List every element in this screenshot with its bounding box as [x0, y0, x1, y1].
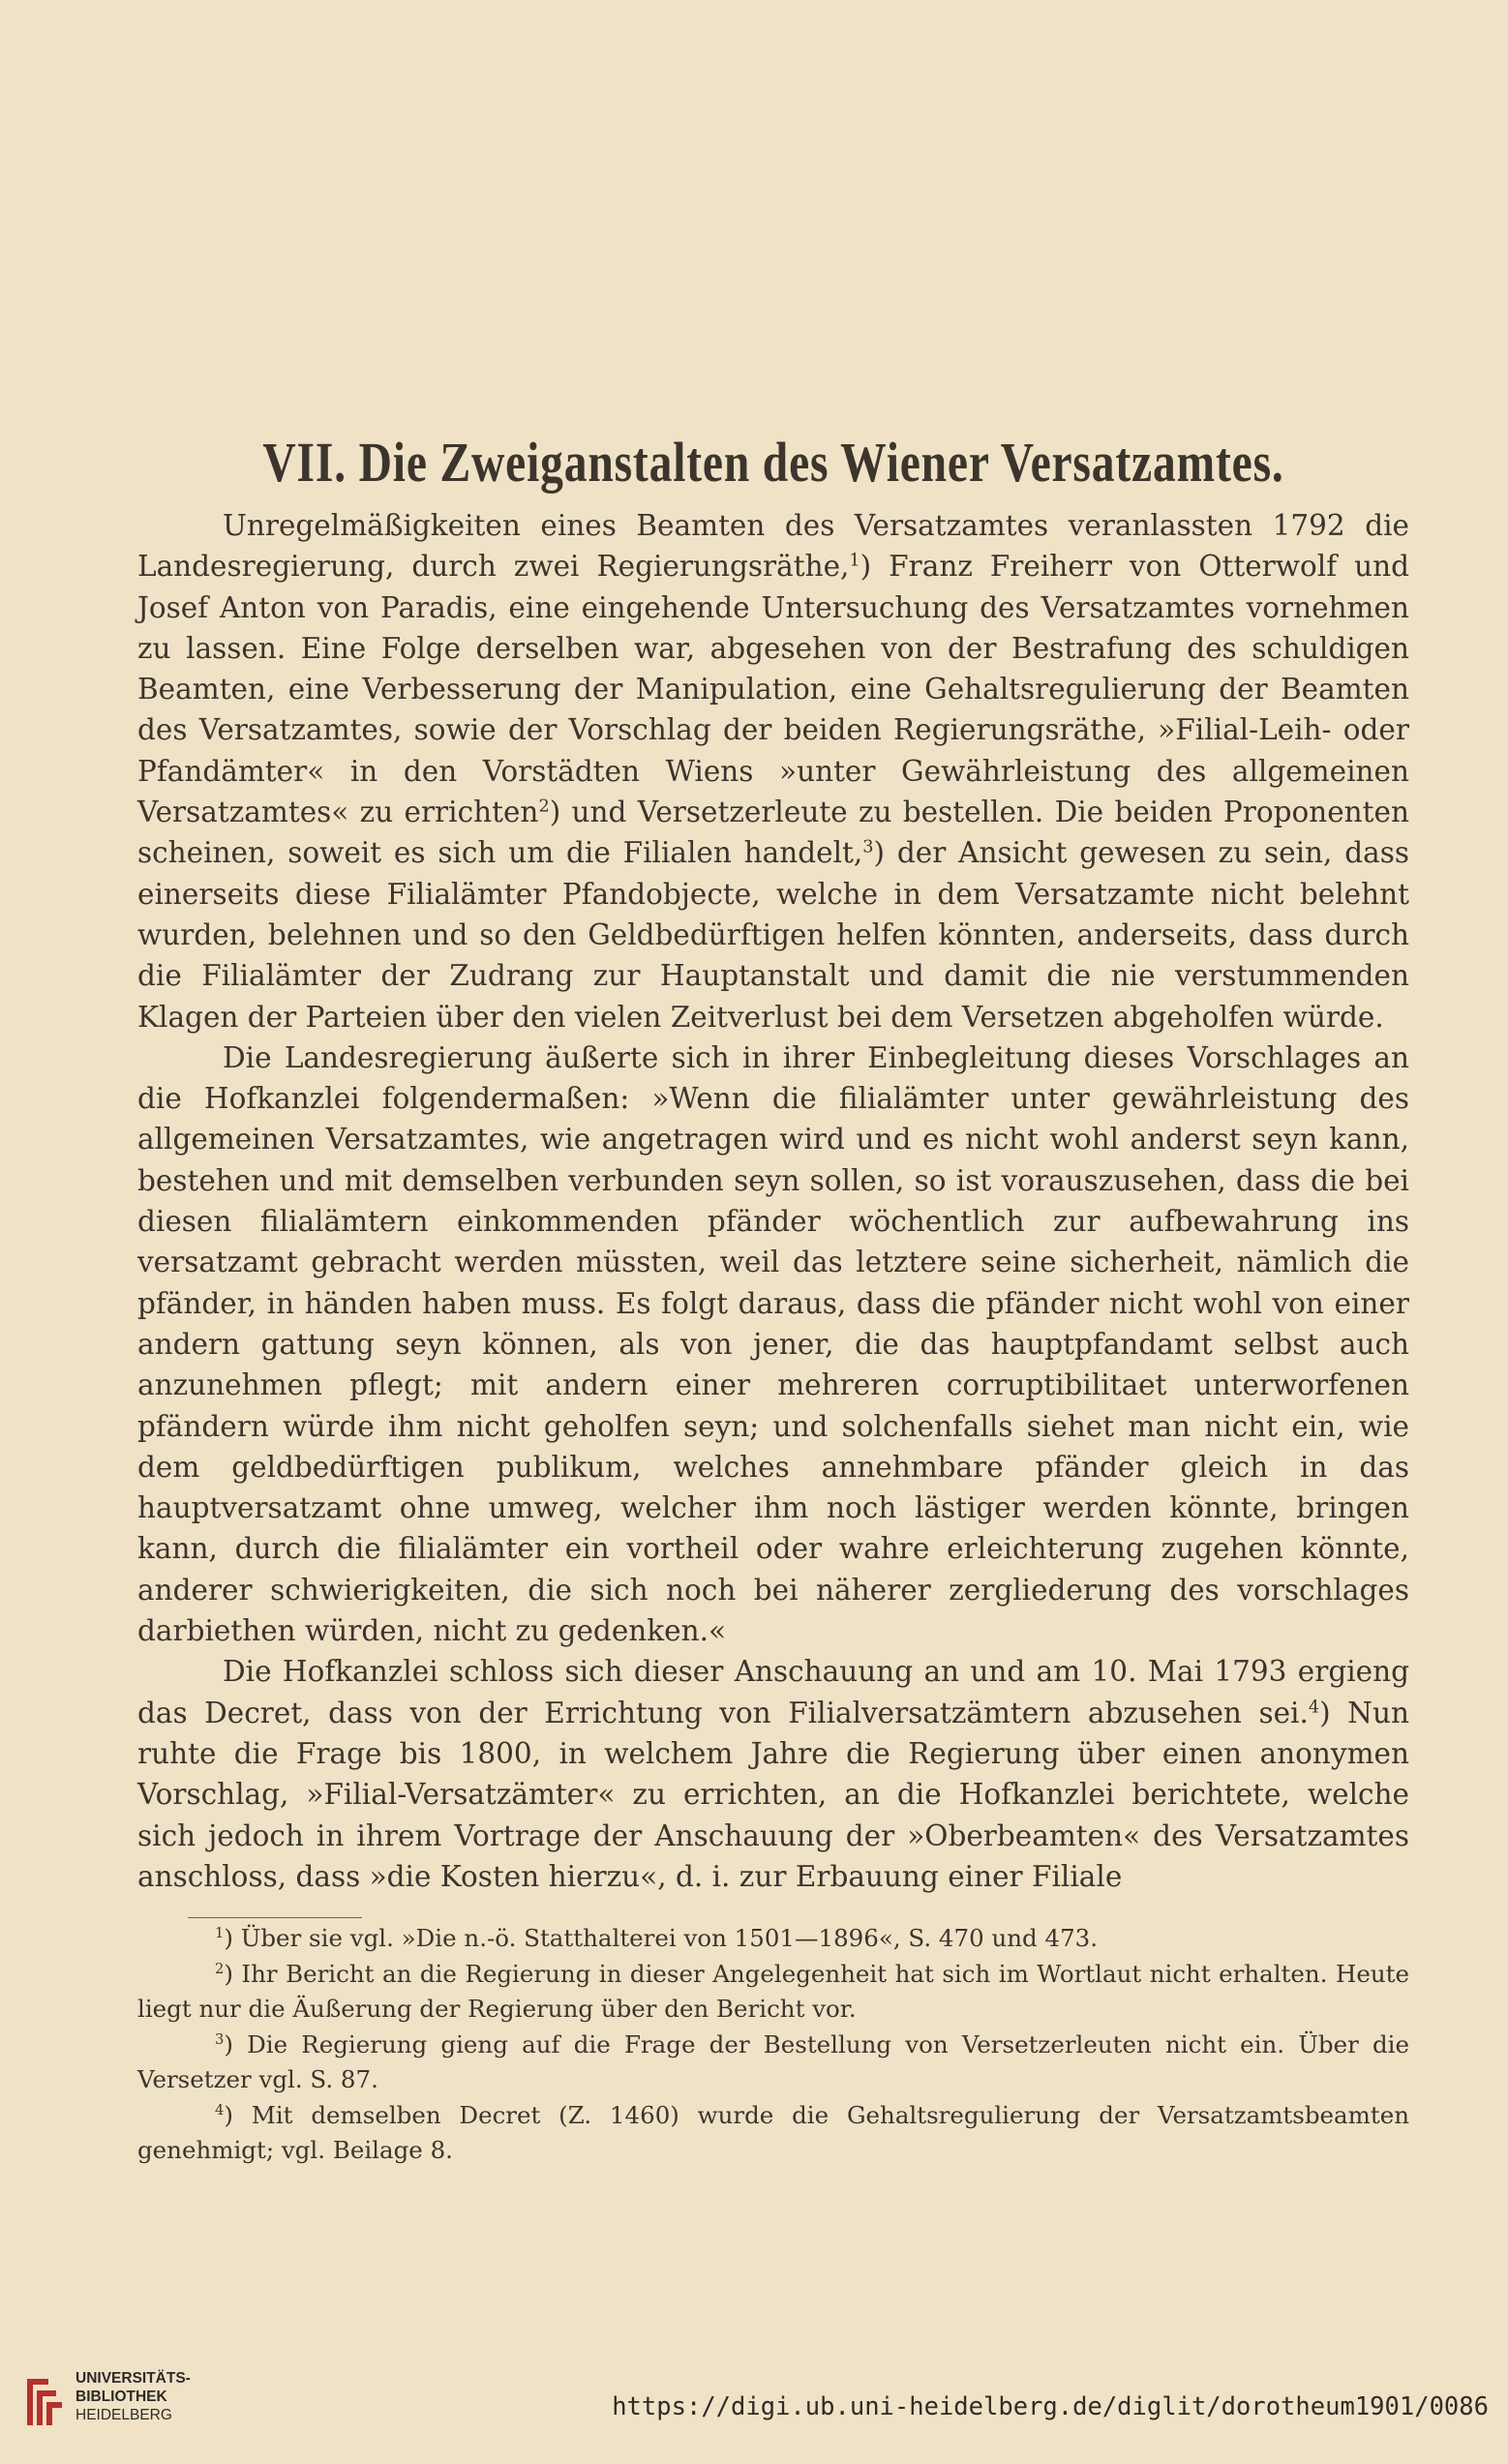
logo-line-3: HEIDELBERG	[75, 2407, 172, 2423]
chapter-title: VII. Die Zweiganstalten des Wiener Versatzamtes.	[262, 430, 1284, 494]
footnotes	[137, 1921, 1409, 2169]
footnote-ref-2: 2	[538, 796, 550, 817]
source-url-link[interactable]: https://digi.ub.uni-heidelberg.de/diglit/dorotheum1901/0086	[612, 2392, 1489, 2421]
footnote-ref-3: 3	[862, 837, 874, 857]
library-logo	[19, 2369, 213, 2437]
scanned-page	[137, 0, 1409, 2464]
footnote-2: $^2$) Ihr Bericht an die Regierung in dieser Angelegenheit hat sich im Wortlaut nicht erhalten. Heute liegt nur die Äußerung der Regierung über den Bericht vor.	[137, 1959, 1409, 2023]
footnote-ref-1: 1	[849, 551, 860, 571]
logo-line-1: UNIVERSITÄTS-	[75, 2370, 191, 2387]
footnote-divider	[188, 1917, 362, 1918]
logo-line-2: BIBLIOTHEK	[75, 2389, 167, 2405]
library-emblem-icon	[19, 2373, 64, 2431]
paragraph-2: Die Landesregierung äußerte sich in ihrer Einbegleitung dieses Vorschlages an die Hofkanzlei folgendermaßen: »Wenn die filialämter unter gewährleistung des allgemeinen Versatzamtes, wie angetragen wird und es nicht wohl anderst seyn kann, bestehen und mit demselben verbunden seyn sollen, so ist vorauszusehen, dass die bei diesen filialämtern einkommenden pfänder wöchentlich zur aufbewahrung ins versatzamt gebracht werden müssten, weil das letztere seine sicherheit, nämlich die pfänder, in händen haben muss. Es folgt daraus, dass die pfänder nicht wohl von einer andern gattung seyn können, als von jener, die das hauptpfandamt selbst auch anzunehmen pflegt; mit andern einer mehreren corruptibilitaet unterworfenen pfändern würde ihm nicht geholfen seyn; und solchenfalls siehet man nicht ein, wie dem geldbedürftigen publikum, welches annehmbare pfänder gleich in das hauptversatzamt ohne umweg, welcher ihm noch lästiger werden könnte, bringen kann, durch die filialämter ein vortheil oder wahre erleichterung zugehen könnte, anderer schwierigkeiten, die sich noch bei näherer zergliederung des vorschlages darbiethen würden, nicht zu gedenken.«	[137, 1040, 1409, 1648]
paragraph-3: Die Hofkanzlei schloss sich dieser Anschauung an und am 10. Mai 1793 ergieng das Decret, dass von der Errichtung von Filialversatzämtern abzusehen sei.$^4$) Nun ruhte die Frage bis 1800, in welchem Jahre die Regierung über einen anonymen Vorschlag, »Filial-Versatzämter« zu errichten, an die Hofkanzlei berichtete, welche sich jedoch in ihrem Vortrage der Anschauung der »Oberbeamten« des Versatzamtes anschloss, dass »die Kosten hierzu«, d. i. zur Erbauung einer Filiale	[137, 1655, 1409, 1893]
footnote-4: $^4$) Mit demselben Decret (Z. 1460) wurde die Gehaltsregulierung der Versatzamtsbeamten genehmigt; vgl. Beilage 8.	[137, 2100, 1409, 2164]
footnote-ref-4: 4	[1308, 1698, 1320, 1717]
footnote-1: $^1$) Über sie vgl. »Die n.-ö. Statthalterei von 1501—1896«, S. 470 und 473.	[215, 1924, 1099, 1952]
footnote-3: $^3$) Die Regierung gieng auf die Frage der Bestellung von Versetzerleuten nicht ein. Über die Versetzer vgl. S. 87.	[137, 2029, 1409, 2093]
paragraph-1: Unregelmäßigkeiten eines Beamten des Versatzamtes veranlassten 1792 die Landesregierung, durch zwei Regierungsräthe,$^1$) Franz Freiherr von Otterwolf und Josef Anton von Paradis, eine eingehende Untersuchung des Versatzamtes vornehmen zu lassen. Eine Folge derselben war, abgesehen von der Bestrafung des schuldigen Beamten, eine Verbesserung der Manipulation, eine Gehaltsregulierung der Beamten des Versatzamtes, sowie der Vorschlag der beiden Regierungsräthe, »Filial-Leih- oder Pfandämter« in den Vorstädten Wiens »unter Gewährleistung des allgemeinen Versatzamtes« zu errichten$^2$) und Versetzerleute zu bestellen. Die beiden Proponenten scheinen, soweit es sich um die Filialen handelt,$^3$) der Ansicht gewesen zu sein, dass einerseits diese Filialämter Pfandobjecte, welche in dem Versatzamte nicht belehnt wurden, belehnen und so den Geldbedürftigen helfen könnten, anderseits, dass durch die Filialämter der Zudrang zur Hauptanstalt und damit die nie verstummenden Klagen der Parteien über den vielen Zeitverlust bei dem Versetzen abgeholfen würde.	[137, 509, 1409, 1034]
body-text	[137, 505, 1409, 1897]
